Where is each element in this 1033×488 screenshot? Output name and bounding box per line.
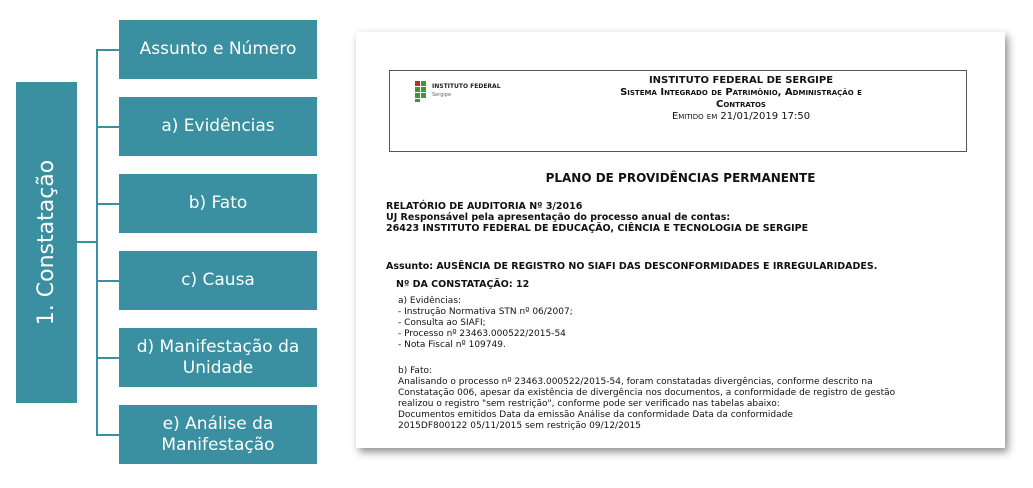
- header-line-1: INSTITUTO FEDERAL DE SERGIPE: [648, 75, 834, 86]
- header-line-2: Sistema Integrado de Patrimônio, Administração e: [620, 87, 862, 98]
- logo-text: INSTITUTO FEDERAL: [432, 83, 501, 90]
- document-page: [356, 32, 1005, 448]
- fact-line: Analisando o processo nº 23463.000522/2015-54, foram constatadas divergências, conforme descrito na: [398, 377, 873, 387]
- fact-line: 2015DF800122 05/11/2015 sem restrição 09/12/2015: [398, 421, 641, 431]
- connector-1: [96, 49, 119, 51]
- evidence-line: - Processo nº 23463.000522/2015-54: [398, 329, 566, 339]
- node-assunto-numero: [119, 20, 317, 79]
- finding-number: Nº DA CONSTATAÇÃO: 12: [396, 279, 530, 290]
- document-header: [389, 70, 967, 152]
- node-fato: [119, 174, 317, 233]
- node-label: b) Fato: [188, 193, 248, 213]
- evidence-line: - Instrução Normativa STN nº 06/2007;: [398, 307, 573, 317]
- header-line-4: Emitido em 21/01/2019 17:50: [671, 111, 811, 122]
- node-causa: [119, 251, 317, 310]
- node-label: Assunto e Número: [139, 39, 297, 59]
- header-line-3: Contratos: [716, 99, 766, 110]
- header-text: [520, 75, 962, 123]
- report-line-1: RELATÓRIO DE AUDITORIA Nº 3/2016: [386, 201, 583, 212]
- node-manifestacao-unidade: [119, 328, 317, 387]
- fact-line: realizou o registro "sem restrição", conforme pode ser verificado nas tabelas abaixo:: [398, 399, 780, 409]
- report-line-2: UJ Responsável pela apresentação do processo anual de contas:: [386, 212, 731, 223]
- evidence-line: a) Evidências:: [398, 296, 462, 306]
- document-title: PLANO DE PROVIDÊNCIAS PERMANENTE: [545, 171, 816, 185]
- evidence-line: - Nota Fiscal nº 109749.: [398, 340, 506, 350]
- fact-line: Constatação 006, apesar da existência de divergência nos documentos, a conformidade de registro de gestão: [398, 388, 896, 398]
- logo-icon: [415, 81, 429, 103]
- connector-3: [96, 203, 119, 205]
- node-label: e) Análise da Manifestação: [161, 413, 275, 455]
- node-label: a) Evidências: [161, 116, 275, 136]
- evidence-line: - Consulta ao SIAFI;: [398, 318, 486, 328]
- connector-root: [77, 241, 97, 243]
- fact-line: Documentos emitidos Data da emissão Análise da conformidade Data da conformidade: [398, 410, 793, 420]
- connector-4: [96, 280, 119, 282]
- node-evidencias: [119, 97, 317, 156]
- connector-5: [96, 357, 119, 359]
- connector-2: [96, 126, 119, 128]
- subject-line: Assunto: AUSÊNCIA DE REGISTRO NO SIAFI DAS DESCONFORMIDADES E IRREGULARIDADES.: [386, 261, 878, 272]
- node-label: c) Causa: [181, 270, 255, 290]
- institute-logo: [415, 79, 515, 105]
- fact-line: b) Fato:: [398, 366, 433, 376]
- report-line-3: 26423 INSTITUTO FEDERAL DE EDUCAÇÃO, CIÊNCIA E TECNOLOGIA DE SERGIPE: [386, 223, 809, 234]
- root-node: [16, 82, 77, 403]
- connector-6: [96, 434, 119, 436]
- node-label: d) Manifestação da Unidade: [136, 336, 300, 378]
- connector-trunk: [96, 49, 98, 436]
- node-analise-manifestacao: [119, 405, 317, 464]
- logo-subtext: Sergipe: [432, 92, 452, 98]
- root-label: 1. Constatação: [34, 159, 59, 326]
